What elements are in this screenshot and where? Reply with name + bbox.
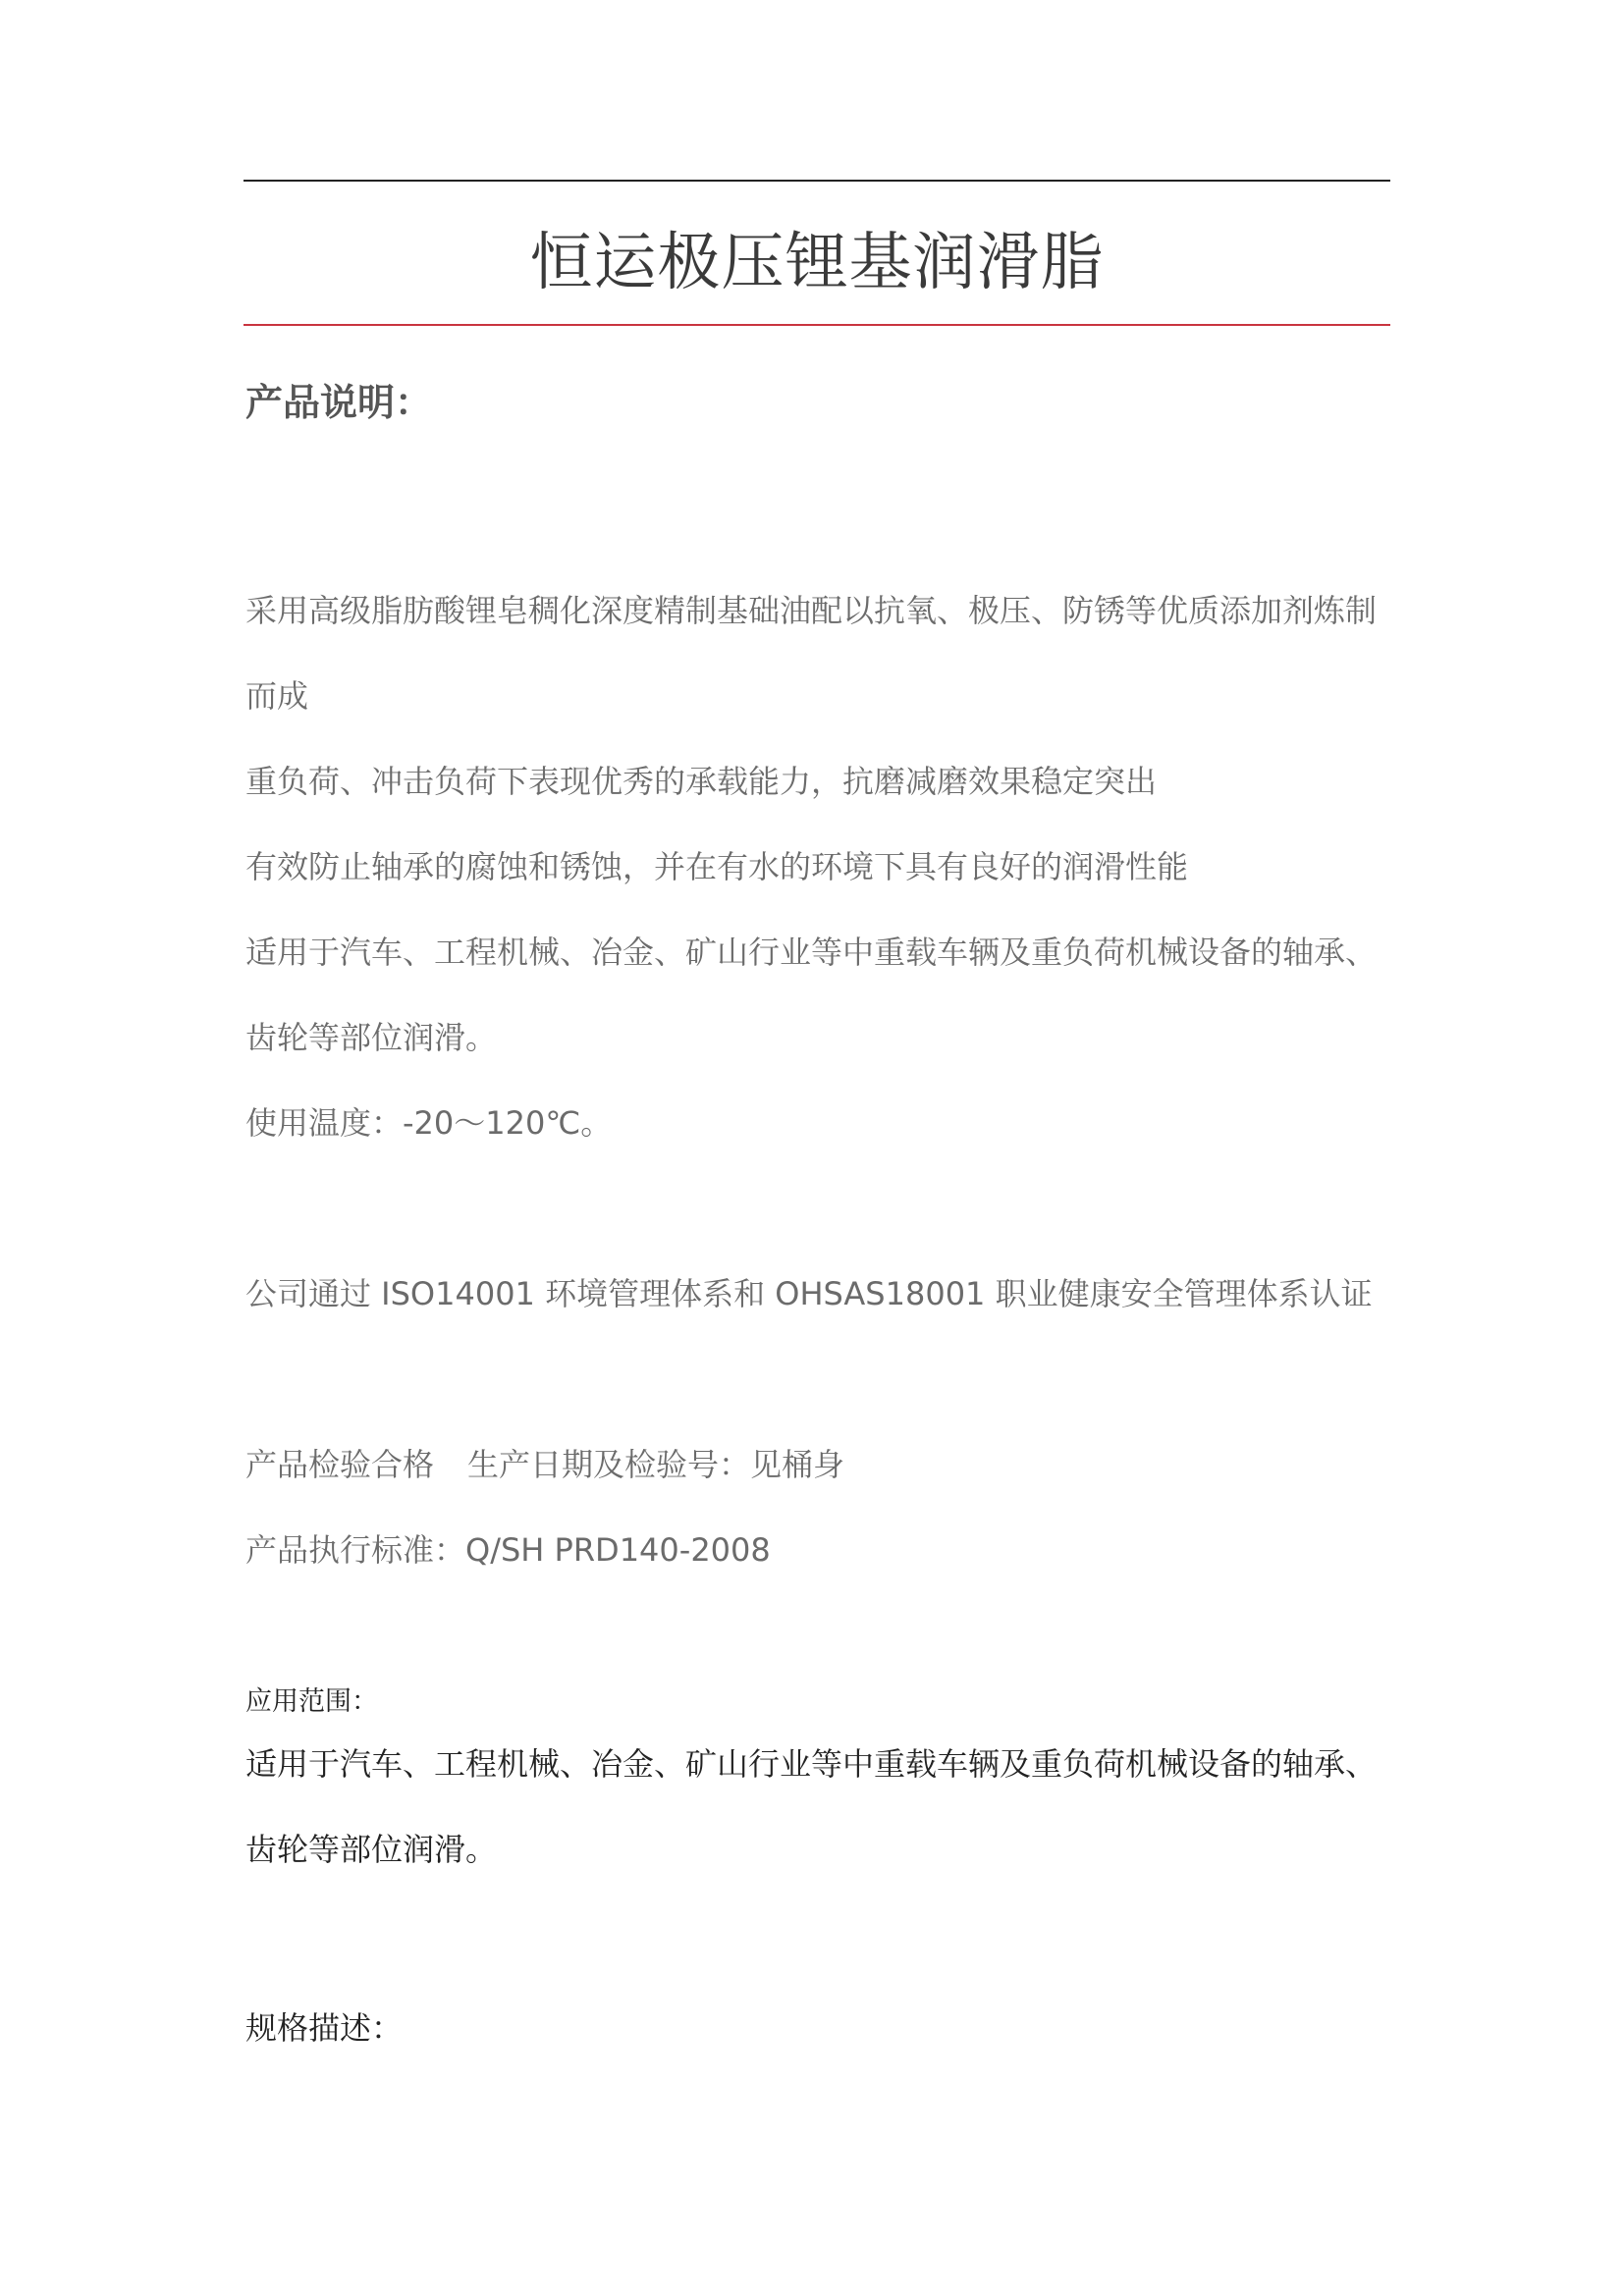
description-line-6: 齿轮等部位润滑。: [245, 1019, 498, 1056]
application-label: 应用范围：: [245, 1686, 378, 1717]
description-line-2: 而成: [245, 677, 309, 715]
usage-temperature: 使用温度：-20～120℃。: [245, 1104, 613, 1142]
description-line-3: 重负荷、冲击负荷下表现优秀的承载能力，抗磨减磨效果稳定突出: [245, 763, 1158, 800]
application-line-1: 适用于汽车、工程机械、冶金、矿山行业等中重载车辆及重负荷机械设备的轴承、: [245, 1745, 1378, 1783]
description-line-1: 采用高级脂肪酸锂皂稠化深度精制基础油配以抗氧、极压、防锈等优质添加剂炼制: [245, 592, 1378, 629]
top-divider: [244, 180, 1390, 182]
application-line-2: 齿轮等部位润滑。: [245, 1831, 498, 1868]
inspection-line: [245, 1443, 1394, 1486]
page-title: 恒运极压锂基润滑脂: [529, 227, 1105, 299]
product-description-heading: 产品说明：: [245, 381, 433, 424]
production-date: 生产日期及检验号：见桶身: [467, 1446, 845, 1483]
description-line-4: 有效防止轴承的腐蚀和锈蚀，并在有水的环境下具有良好的润滑性能: [245, 848, 1189, 885]
title-underline: [244, 324, 1390, 326]
certification-text: 公司通过 ISO14001 环境管理体系和 OHSAS18001 职业健康安全管理体系认证: [245, 1275, 1373, 1312]
product-standard: 产品执行标准：Q/SH PRD140-2008: [245, 1531, 771, 1569]
inspection-qualified: 产品检验合格: [245, 1446, 435, 1483]
specification-heading: 规格描述：: [245, 2009, 404, 2047]
description-line-5: 适用于汽车、工程机械、冶金、矿山行业等中重载车辆及重负荷机械设备的轴承、: [245, 934, 1378, 971]
